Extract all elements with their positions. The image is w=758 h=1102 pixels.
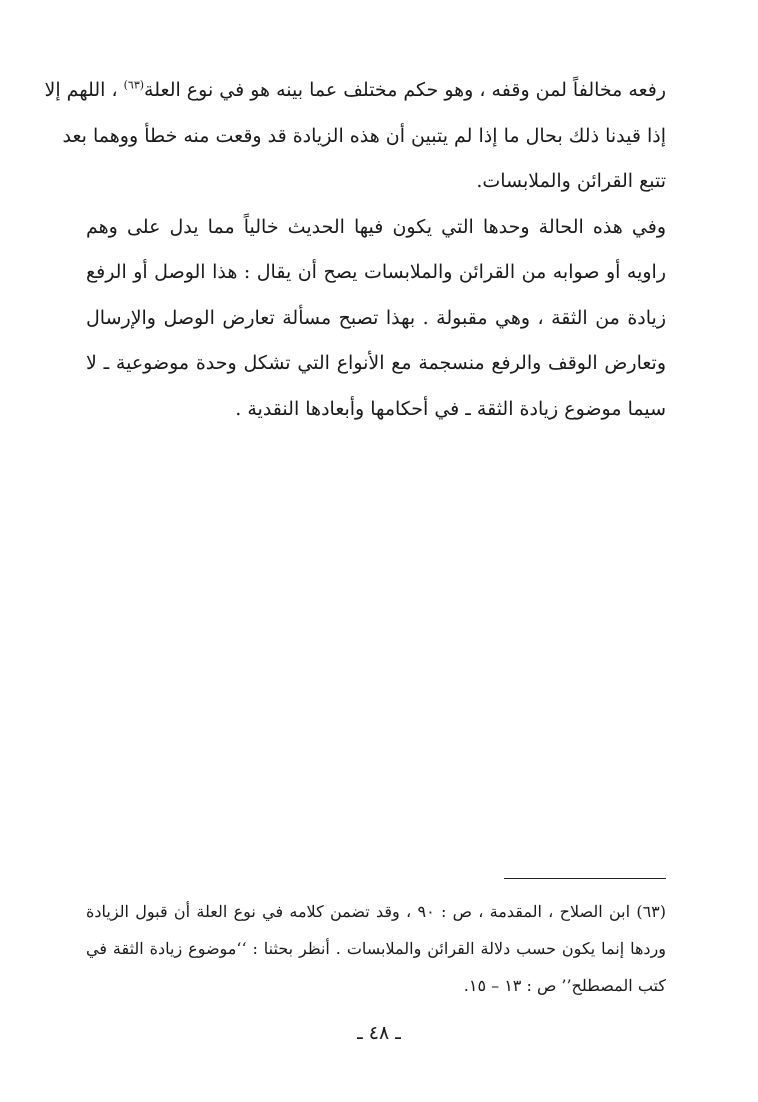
footnote-line: (٦٣) ابن الصلاح ، المقدمة ، ص : ٩٠ ، وقد تضمن كلامه في نوع العلة أن قبول الزيادة xyxy=(86,902,667,921)
text-line: سيما موضوع زيادة الثقة ـ في أحكامها وأبعادها النقدية . xyxy=(235,397,666,420)
paragraph-1 xyxy=(44,68,666,205)
text-line xyxy=(44,68,666,114)
text-line: راويه أو صوابه من القرائن والملابسات يصح أن يقال : هذا الوصل أو الرفع xyxy=(86,261,666,283)
footnote-63 xyxy=(86,893,666,1004)
text-segment: رفعه مخالفاً لمن وقفه ، وهو حكم مختلف عما بينه هو في نوع العلة xyxy=(144,79,666,101)
page-number: ـ ٤٨ ـ xyxy=(357,1022,401,1044)
footnote-reference[interactable]: (٦٣) xyxy=(123,78,145,92)
text-line: وفي هذه الحالة وحدها التي يكون فيها الحديث خالياً مما يدل على وهم xyxy=(86,215,666,238)
footnote-line: وردها إنما يكون حسب دلالة القرائن والملابسات . أنظر بحثنا : ‘‘موضوع زيادة الثقة في xyxy=(86,939,666,958)
text-line: زيادة من الثقة ، وهي مقبولة . بهذا تصبح مسألة تعارض الوصل والإرسال xyxy=(86,306,666,329)
footnote-divider xyxy=(504,878,666,879)
text-line: إذا قيدنا ذلك بحال ما إذا لم يتبين أن هذه الزيادة قد وقعت منه خطأ ووهما بعد xyxy=(62,124,666,147)
paragraph-2 xyxy=(86,205,666,433)
text-line: تتبع القرائن والملابسات. xyxy=(476,170,666,192)
text-segment: ، اللهم إلا xyxy=(44,79,124,101)
text-line: وتعارض الوقف والرفع منسجمة مع الأنواع التي تشكل وحدة موضوعية ـ لا xyxy=(86,352,666,374)
footnote-line: كتب المصطلح’’ ص : ١٣ – ١٥. xyxy=(463,976,666,995)
main-text xyxy=(44,68,666,432)
